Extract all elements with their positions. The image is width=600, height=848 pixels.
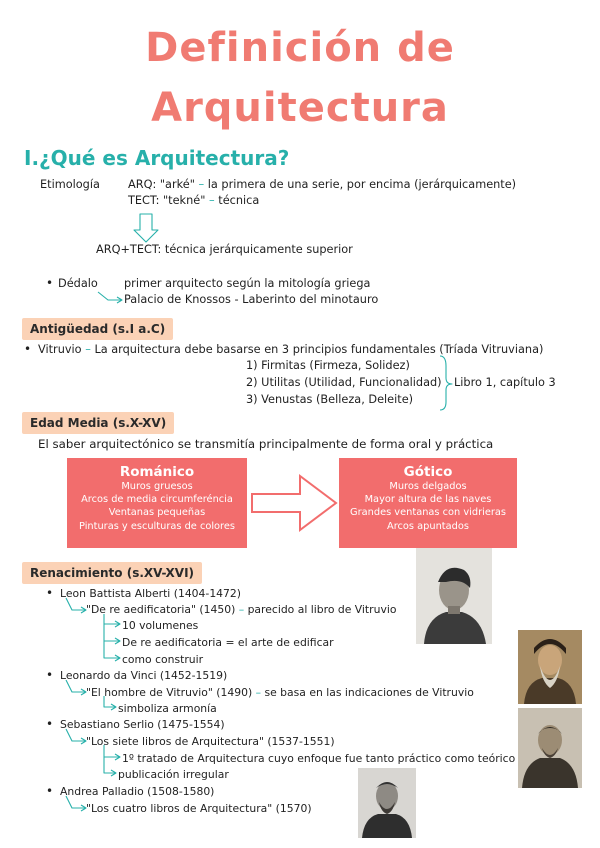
bullet-serlio: • <box>46 717 54 731</box>
dedalo-description: primer arquitecto según la mitología griega <box>124 277 371 290</box>
romanico-line: Muros gruesos <box>121 481 193 492</box>
brace-icon <box>440 356 452 410</box>
alberti-name: Leon Battista Alberti (1404-1472) <box>60 587 242 600</box>
triada-item-1: 1) Firmitas (Firmeza, Solidez) <box>246 359 410 372</box>
tect-meaning: técnica <box>218 194 260 207</box>
triada-item-2: 2) Utilitas (Utilidad, Funcionalidad) <box>246 376 442 389</box>
dash-symbol: – <box>255 686 262 699</box>
gotico-line: Grandes ventanas con vidrieras <box>350 507 506 519</box>
big-right-arrow-icon <box>252 476 336 530</box>
palladio-name: Andrea Palladio (1508-1580) <box>60 785 215 798</box>
tect-term: TECT: "tekné" <box>128 194 206 207</box>
down-arrow-icon <box>134 214 158 242</box>
arq-tect-definition: ARQ+TECT: técnica jerárquicamente superior <box>96 243 353 256</box>
arq-meaning: la primera de una serie, por encima (jerárquicamente) <box>207 178 517 191</box>
alberti-sub-1: 10 volumenes <box>122 619 199 632</box>
serlio-book: "Los siete libros de Arquitectura" (1537-1551) <box>86 735 335 748</box>
davinci-sub: simboliza armonía <box>118 702 217 715</box>
section-heading-edad-media: Edad Media (s.X-XV) <box>22 412 174 434</box>
bullet-palladio: • <box>46 784 54 798</box>
libro-reference: Libro 1, capítulo 3 <box>454 376 556 389</box>
dash-symbol: – <box>209 194 215 207</box>
alberti-book-description: parecido al libro de Vitruvio <box>247 603 397 616</box>
arq-term: ARQ: "arké" <box>128 178 195 191</box>
gotico-title: Gótico <box>403 464 453 480</box>
section-heading-antiguedad: Antigüedad (s.I a.C) <box>22 318 173 340</box>
dash-symbol: – <box>198 178 205 191</box>
alberti-sub-3: como construir <box>122 653 204 666</box>
romanico-line: Arcos de media circumferéncia <box>81 494 233 506</box>
davinci-name: Leonardo da Vinci (1452-1519) <box>60 669 228 682</box>
alberti-sub-2: De re aedificatoria = el arte de edificar <box>122 636 334 649</box>
gotico-line: Mayor altura de las naves <box>364 494 492 506</box>
bullet-davinci: • <box>46 668 54 682</box>
vitruvio-description: La arquitectura debe basarse en 3 principios fundamentales (Tríada Vitruviana) <box>94 343 544 356</box>
davinci-book-description: se basa en las indicaciones de Vitruvio <box>264 686 474 699</box>
section-heading-que-es: I.¿Qué es Arquitectura? <box>24 146 290 170</box>
palladio-book: "Los cuatro libros de Arquitectura" (1570) <box>86 802 312 815</box>
bullet-dedalo: • <box>46 276 54 290</box>
vitruvio-name: Vitruvio <box>38 343 82 356</box>
section-heading-renacimiento: Renacimiento (s.XV-XVI) <box>22 562 202 584</box>
serlio-sub-2: publicación irregular <box>118 768 229 781</box>
alberti-book: "De re aedificatoria" (1450) <box>86 603 236 616</box>
edad-media-intro: El saber arquitectónico se transmitía principalmente de forma oral y práctica <box>38 437 494 451</box>
dash-symbol: – <box>238 603 245 616</box>
romanico-title: Románico <box>119 464 195 480</box>
elbow-arrow-icon <box>98 292 122 300</box>
etimologia-label: Etimología <box>40 178 100 191</box>
page-title-line2: Arquitectura <box>151 85 449 131</box>
davinci-book: "El hombre de Vitruvio" (1490) <box>86 686 253 699</box>
gotico-line: Muros delgados <box>389 481 467 492</box>
bullet-vitruvio: • <box>24 342 32 356</box>
serlio-name: Sebastiano Serlio (1475-1554) <box>60 718 225 731</box>
triada-item-3: 3) Venustas (Belleza, Deleite) <box>246 393 414 406</box>
serlio-sub-1: 1º tratado de Arquitectura cuyo enfoque fue tanto práctico como teórico <box>122 752 516 765</box>
page-title-line1: Definición de <box>145 25 455 71</box>
palacio-knossos: Palacio de Knossos - Laberinto del minotauro <box>124 293 379 306</box>
romanico-line: Pinturas y esculturas de colores <box>79 520 235 532</box>
gotico-line: Arcos apuntados <box>387 520 469 532</box>
dash-symbol: – <box>85 343 91 356</box>
romanico-line: Ventanas pequeñas <box>108 507 206 519</box>
dedalo-name: Dédalo <box>58 277 98 290</box>
bullet-alberti: • <box>46 586 54 600</box>
